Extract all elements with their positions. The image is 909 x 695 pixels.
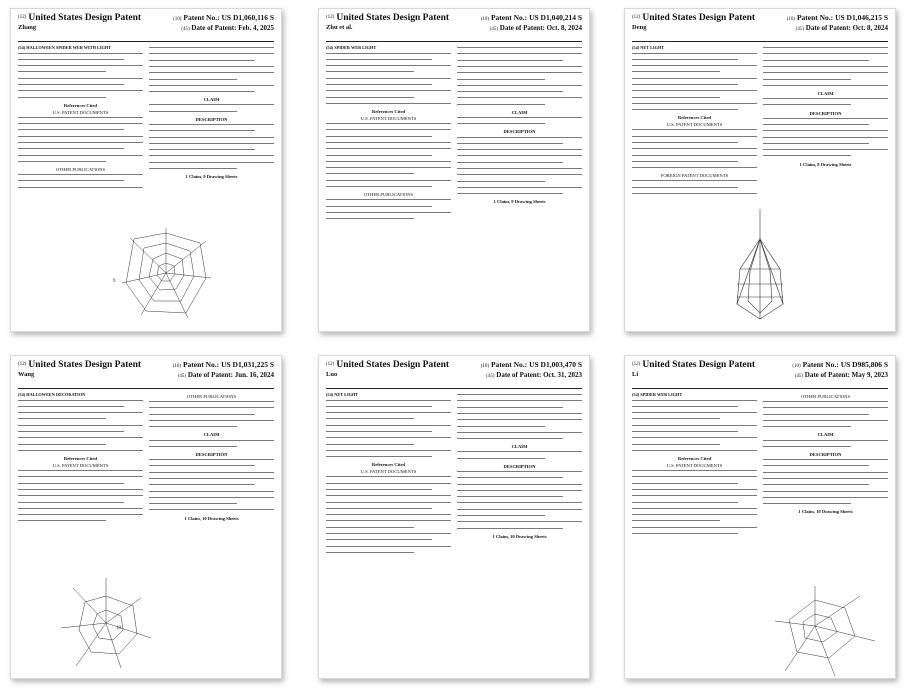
left-column: (54) SPIDER WEB LIGHT References Cited U.S. PATENT DOCUMENTS OTHER PUBLICATIONS [326,45,451,222]
references-heading: References Cited [677,455,712,461]
us-docs-heading: U.S. PATENT DOCUMENTS [52,109,109,115]
patent-heading: United States Design Patent [642,360,756,370]
description-heading: DESCRIPTION [809,451,842,457]
left-column: (54) HALLOWEEN DECORATION References Cited U.S. PATENT DOCUMENTS [18,392,143,524]
spider-web-drawing [775,586,875,676]
claim-heading: CLAIM [203,97,220,103]
patent-heading: United States Design Patent [28,360,142,370]
patent-number: US D1,040,214 S [529,13,582,22]
spider-web-drawing [61,578,151,668]
patent-sheet-3[interactable] [624,8,896,332]
patent-inventor: Wang [18,371,35,378]
right-column [457,392,582,556]
patent-inventor: Luo [326,371,338,378]
left-column: (54) SPIDER WEB LIGHT References Cited U.S. PATENT DOCUMENTS [632,392,757,537]
description-heading: DESCRIPTION [195,116,228,122]
patent-date: May 9, 2023 [851,371,888,379]
foreign-documents-heading: FOREIGN PATENT DOCUMENTS [660,173,729,179]
patent-title: SPIDER WEB LIGHT [640,392,683,397]
claim-heading: CLAIM [817,90,834,96]
patent-sheet-6[interactable] [624,355,896,679]
left-column: (54) HALLOWEEN SPIDER WEB WITH LIGHT References Cited U.S. PATENT DOCUMENTS OTHER PUBLICATIONS [18,45,143,191]
claim-heading: CLAIM [203,432,220,438]
patent-date: Feb. 4, 2025 [238,24,274,32]
description-heading: DESCRIPTION [809,110,842,116]
claims-count: 1 Claim, 9 Drawing Sheets [185,174,238,180]
patent-title: NET LIGHT [334,392,359,397]
claims-count: 1 Claim, 8 Drawing Sheets [799,161,852,167]
description-heading: DESCRIPTION [195,451,228,457]
patent-sheet-4[interactable] [10,355,282,679]
figure-number-label: 10 [116,626,121,631]
patent-header: (12) United States Design Patent (10) Patent No.: US D985,806 S Li (45) Date of Patent: May 9, 2023 [632,360,888,389]
patent-sheet-1[interactable]: (12) United States Design Patent (10) Patent No.: US D1,060,116 S Zhang (45) Date of Patent: Feb. 4, 2025 (54) HALLOWEEN SPIDER WEB WITH LIGHT References Cited U.S. PATENT DOCUMENTS OTHER PUBLICATIONS CLAIM DESCRIPTION 1 Claim, 9 Drawing Sheets 9 [10,8,282,332]
right-column [457,45,582,222]
us-docs-heading: U.S. PATENT DOCUMENTS [52,462,109,468]
claims-count: 1 Claim, 10 Drawing Sheets [184,515,239,521]
patent-number: US D1,060,116 S [221,13,274,22]
references-heading: References Cited [63,455,98,461]
patent-heading: United States Design Patent [28,13,142,23]
claim-heading: CLAIM [511,444,528,450]
references-heading: References Cited [371,108,406,114]
patent-header: (12) United States Design Patent (10) Patent No.: US D1,060,116 S Zhang (45) Date of Patent: Feb. 4, 2025 [18,13,274,42]
spider-web-drawing [116,223,216,323]
patent-title: HALLOWEEN SPIDER WEB WITH LIGHT [26,45,112,50]
left-column: (54) NET LIGHT References Cited U.S. PATENT DOCUMENTS [326,392,451,556]
right-column [149,45,274,191]
patent-title: SPIDER WEB LIGHT [334,45,377,50]
net-light-drawing [715,209,805,329]
patent-heading: United States Design Patent [642,13,756,23]
other-publications-heading: OTHER PUBLICATIONS [800,394,851,399]
references-heading: References Cited [371,462,406,468]
claims-count: 1 Claim, 10 Drawing Sheets [798,509,853,515]
patent-header: (12) United States Design Patent (10) Patent No.: US D1,040,214 S Zhu et al. (45) Date of Patent: Oct. 8, 2024 [326,13,582,42]
right-column [149,392,274,524]
patent-header: (12) United States Design Patent (10) Patent No.: US D1,046,215 S Deng (45) Date of Patent: Oct. 8, 2024 [632,13,888,42]
patent-inventor: Zhang [18,24,37,31]
references-heading: References Cited [63,102,98,108]
patent-number: US D985,806 S [840,360,888,369]
patent-title: NET LIGHT [640,45,665,50]
patent-title: HALLOWEEN DECORATION [26,392,86,397]
patent-heading: United States Design Patent [336,360,450,370]
patent-date: Jun. 16, 2024 [234,371,274,379]
other-publications-heading: OTHER PUBLICATIONS [363,192,414,198]
description-heading: DESCRIPTION [503,129,536,135]
patent-sheet-2[interactable] [318,8,590,332]
us-docs-heading: U.S. PATENT DOCUMENTS [666,122,723,128]
patent-inventor: Deng [632,24,647,31]
right-column [763,392,888,537]
us-docs-heading: U.S. PATENT DOCUMENTS [360,469,417,475]
claims-count: 1 Claim, 9 Drawing Sheets [493,199,546,205]
patent-heading: United States Design Patent [336,13,450,23]
references-heading: References Cited [677,115,712,121]
patent-inventor: Zhu et al. [326,24,353,31]
patent-number: US D1,003,470 S [529,360,582,369]
patent-number: US D1,031,225 S [221,360,274,369]
right-column [763,45,888,197]
description-heading: DESCRIPTION [503,463,536,469]
claim-heading: CLAIM [817,432,834,438]
patent-date: Oct. 8, 2024 [546,24,582,32]
patent-header: (12) United States Design Patent (10) Patent No.: US D1,003,470 S Luo (45) Date of Patent: Oct. 31, 2023 [326,360,582,389]
other-publications-heading: OTHER PUBLICATIONS [186,394,237,399]
claim-heading: CLAIM [511,109,528,115]
us-docs-heading: U.S. PATENT DOCUMENTS [666,462,723,468]
patent-inventor: Li [632,371,639,378]
patent-header: (12) United States Design Patent (10) Patent No.: US D1,031,225 S Wang (45) Date of Patent: Jun. 16, 2024 [18,360,274,389]
claims-count: 1 Claim, 10 Drawing Sheets [492,533,547,539]
other-publications-heading: OTHER PUBLICATIONS [55,166,106,172]
patent-sheet-5[interactable] [318,355,590,679]
patent-date: Oct. 8, 2024 [852,24,888,32]
patent-number: US D1,046,215 S [835,13,888,22]
left-column: (54) NET LIGHT References Cited U.S. PATENT DOCUMENTS FOREIGN PATENT DOCUMENTS [632,45,757,197]
patent-date: Oct. 31, 2023 [543,371,582,379]
us-docs-heading: U.S. PATENT DOCUMENTS [360,115,417,121]
